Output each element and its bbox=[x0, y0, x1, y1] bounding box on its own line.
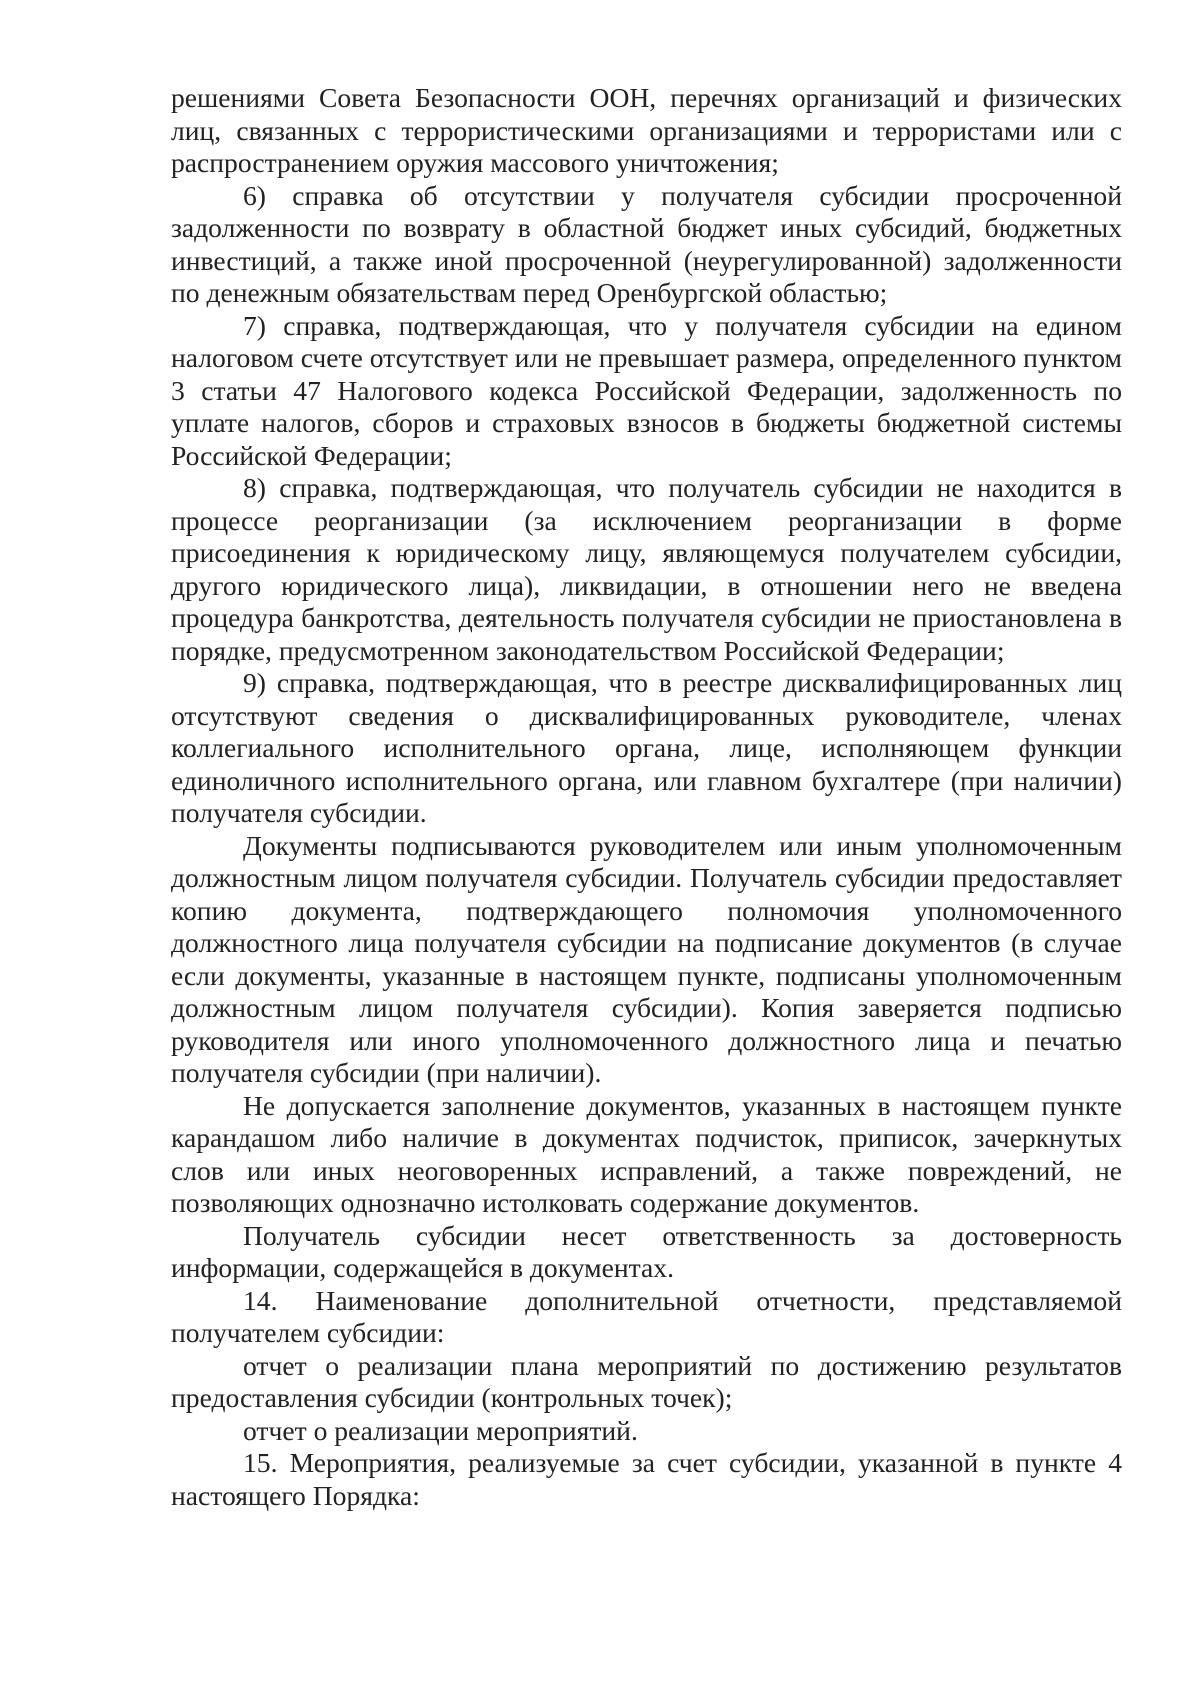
paragraph-section-14: 14. Наименование дополнительной отчетности, представляемой получателем субсидии: bbox=[171, 1284, 1122, 1348]
paragraph-item-7: 7) справка, подтверждающая, что у получателя субсидии на едином налоговом счете отсутствует или не превышает размера, определенного пунктом 3 статьи 47 Налогового кодекса Российской Федерации, задолженность по уплате налогов, сборов и страховых взносов в бюджеты бюджетной системы Российской Федерации; bbox=[171, 309, 1122, 471]
paragraph-continuation: решениями Совета Безопасности ООН, перечнях организаций и физических лиц, связанных с террористическими организациями и террористами или с распространением оружия массового уничтожения; bbox=[171, 82, 1122, 178]
document-body bbox=[171, 82, 1122, 1512]
paragraph-responsibility: Получатель субсидии несет ответственность за достоверность информации, содержащейся в документах. bbox=[171, 1219, 1122, 1283]
paragraph-item-9: 9) справка, подтверждающая, что в реестре дисквалифицированных лиц отсутствуют сведения о дисквалифицированных руководителе, членах коллегиального исполнительного органа, лице, исполняющем функции единоличного исполнительного органа, или главном бухгалтере (при наличии) получателя субсидии. bbox=[171, 667, 1122, 828]
paragraph-report-plan: отчет о реализации плана мероприятий по достижению результатов предоставления субсидии (контрольных точек); bbox=[171, 1349, 1122, 1413]
paragraph-report-events: отчет о реализации мероприятий. bbox=[243, 1414, 638, 1446]
paragraph-item-6: 6) справка об отсутствии у получателя субсидии просроченной задолженности по возврату в областной бюджет иных субсидий, бюджетных инвестиций, а также иной просроченной (неурегулированной) задолженности по денежным обязательствам перед Оренбургской областью; bbox=[171, 179, 1122, 308]
paragraph-section-15: 15. Мероприятия, реализуемые за счет субсидии, указанной в пункте 4 настоящего Порядка: bbox=[171, 1447, 1122, 1511]
paragraph-signing-rules: Документы подписываются руководителем или иным уполномоченным должностным лицом получателя субсидии. Получатель субсидии предоставляет копию документа, подтверждающего полномочия уполномоченного должностного лица получателя субсидии на подписание документов (в случае если документы, указанные в настоящем пункте, подписаны уполномоченным должностным лицом получателя субсидии). Копия заверяется подписью руководителя или иного уполномоченного должностного лица и печатью получателя субсидии (при наличии). bbox=[171, 829, 1122, 1088]
paragraph-item-8: 8) справка, подтверждающая, что получатель субсидии не находится в процессе реорганизации (за исключением реорганизации в форме присоединения к юридическому лицу, являющемуся получателем субсидии, другого юридического лица), ликвидации, в отношении него не введена процедура банкротства, деятельность получателя субсидии не приостановлена в порядке, предусмотренном законодательством Российской Федерации; bbox=[171, 472, 1122, 666]
paragraph-corrections-rules: Не допускается заполнение документов, указанных в настоящем пункте карандашом либо наличие в документах подчисток, приписок, зачеркнутых слов или иных неоговоренных исправлений, а также повреждений, не позволяющих однозначно истолковать содержание документов. bbox=[171, 1089, 1122, 1218]
